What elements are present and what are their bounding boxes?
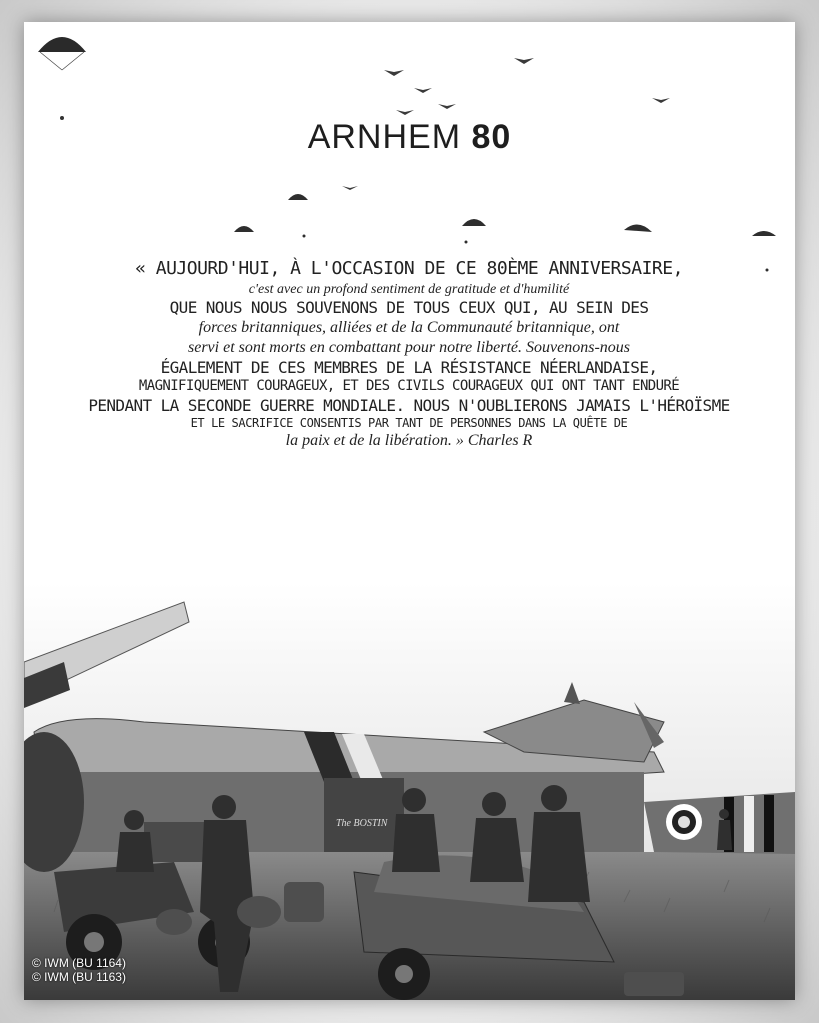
glider-marking: The BOSTIN	[336, 818, 388, 829]
historical-photo	[24, 582, 795, 1000]
quote-line: ÉGALEMENT DE CES MEMBRES DE LA RÉSISTANCE NÉERLANDAISE,	[160, 358, 658, 377]
quote-line: « AUJOURD'HUI, À L'OCCASION DE CE 80ÈME ANNIVERSAIRE,	[135, 258, 683, 279]
quote-line: la paix et de la libération. » Charles R	[285, 431, 533, 449]
poster	[24, 22, 795, 1000]
quote-line: PENDANT LA SECONDE GUERRE MONDIALE. NOUS N'OUBLIERONS JAMAIS L'HÉROÏSME	[88, 395, 730, 415]
quote-line: c'est avec un profond sentiment de gratitude et d'humilité	[248, 281, 570, 297]
quote-line: servi et sont morts en combattant pour notre liberté. Souvenons-nous	[187, 339, 631, 356]
quote-line: QUE NOUS NOUS SOUVENONS DE TOUS CEUX QUI, AU SEIN DES	[169, 298, 649, 317]
title-prefix: ARNHEM	[307, 118, 462, 156]
quote-line: forces britanniques, alliées et de la Communauté britannique, ont	[198, 319, 620, 336]
photo-credits	[32, 956, 126, 984]
title-number: 80	[471, 118, 512, 156]
credit-line: © IWM (BU 1163)	[32, 970, 126, 984]
commemorative-quote	[64, 258, 754, 451]
poster-title	[24, 118, 795, 157]
quote-line: MAGNIFIQUEMENT COURAGEUX, ET DES CIVILS COURAGEUX QUI ONT TANT ENDURÉ	[138, 378, 680, 394]
parachute-large	[38, 37, 86, 70]
quote-line: ET LE SACRIFICE CONSENTIS PAR TANT DE PERSONNES DANS LA QUÊTE DE	[190, 415, 628, 430]
credit-line: © IWM (BU 1164)	[32, 956, 126, 970]
